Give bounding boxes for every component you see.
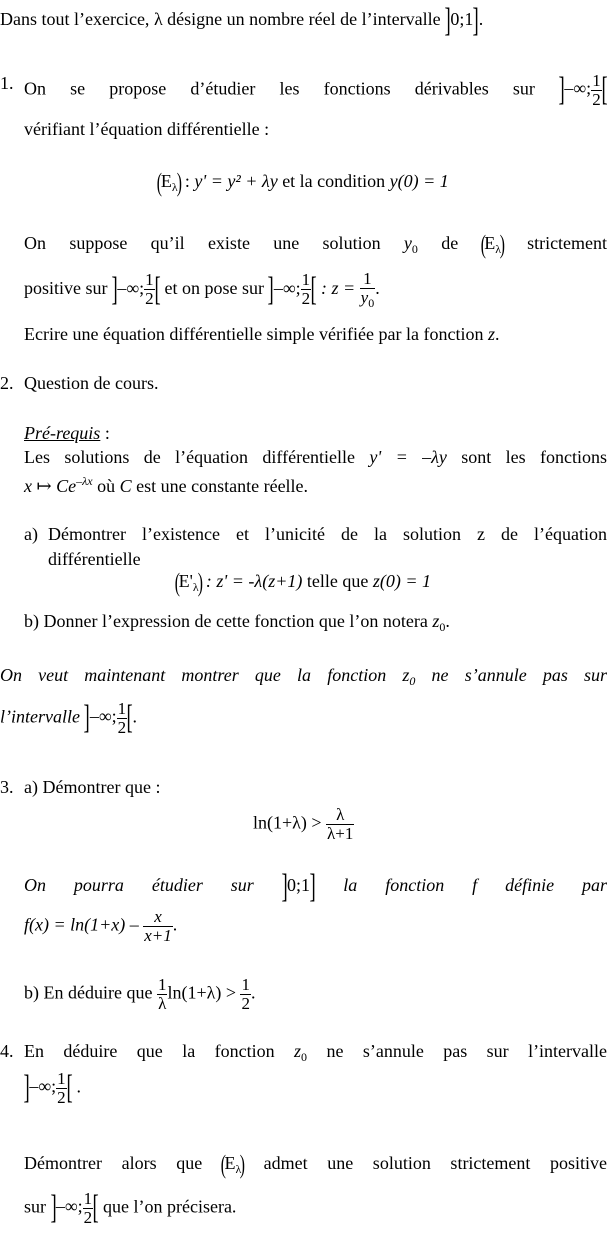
interval-0-1: 0;1 bbox=[450, 9, 474, 30]
q4-line4: sur ]–∞; $\frac{1}{2}$ [ que l’on précisera. bbox=[24, 1189, 237, 1227]
q3b-line: b) En déduire que $\frac{1}{\lambda}$ ln(1+λ) > $\frac{1}{2}$ . bbox=[24, 975, 256, 1013]
q1-interval: ]–∞; $\frac{1}{2}$ [ bbox=[558, 71, 607, 109]
exercise-page: Dans tout l’exercice, λ désigne un nombre réel de l’intervalle ]0;1]. 1. On se propose d’étudier les fonctions dérivables sur ]–∞; $\frac{1}{2}$ [ vérifiant l’équation différentielle : $(E_\lambda)$ : y' = y² + λy et la condition y(0) = 1 On suppose qu’il existe une solution $y_0$ de $(E_\lambda)$ strictement positive sur ]–∞; $\frac{1}{2}$ [ et on pose sur ]–∞; $\frac{1}{2}$ [ : z = $\frac{1}{y_0}$ . Ecrire une équation différentielle simple vérifiée par la fonction z. 2. Question de cours. Pré-requis : Les solutions de l’équation différentielle y' = –λy sont les fonctions x ↦ $Ce^{-\lambda x}$ où C est une constante réelle. a) Démontrer l’existence et l’unicité de la solution z de l’équation différentielle $(E'_\lambda)$ : z' = -λ(z+1) telle que z(0) = 1 b) Donner l’expression de cette fonction que l’on notera $z_0$. On veut maintenant montrer que la fonction $z_0$ ne s’annule pas sur l’intervalle ]–∞; $\frac{1}{2}$ [. 3. a) Démontrer que : ln(1+λ) > $\frac{\lambda}{\lambda+1}$ On pourra étudier sur ]0;1] la fonction f définie par f(x) = ln(1+x) – $\frac{x}{x+1}$ . b) En déduire que $\frac{1}{\lambda}$ ln(1+λ) > $\frac{1}{2}$ . 4. En déduire que la fonction $z_0$ ne s’annule pas sur l’intervalle ]–∞; $\frac{1}{2}$ [ . Démontrer alors que $(E_\lambda)$ admet une solution strictement positive sur ]–∞; $\frac{1}{2}$ [ que l’on précisera. bbox=[0, 2, 607, 1227]
intro-text-a: Dans tout l’exercice, bbox=[0, 9, 150, 30]
q2a-line1: a) Démontrer l’existence et l’unicité de la solution z de l’équation bbox=[24, 524, 607, 544]
q3-hint-line1: On pourra étudier sur ]0;1] la fonction f définie par bbox=[24, 868, 607, 905]
q4-line3: Démontrer alors que $(E_\lambda)$ admet une solution strictement positive bbox=[24, 1150, 607, 1179]
q1-line2: vérifiant l’équation différentielle : bbox=[24, 119, 270, 139]
bracket-close: ] bbox=[472, 2, 480, 39]
note-line2: l’intervalle ]–∞; $\frac{1}{2}$ [. bbox=[0, 699, 137, 737]
bracket-open: ] bbox=[444, 2, 451, 39]
q1-line5: Ecrire une équation différentielle simple vérifiée par la fonction z. bbox=[24, 324, 500, 344]
q3-hint-line2: f(x) = ln(1+x) – $\frac{x}{x+1}$ . bbox=[24, 907, 178, 945]
eq-e-lambda: y' = y² + λy bbox=[194, 171, 278, 192]
q2b-line: b) Donner l’expression de cette fonction que l’on notera $z_0$. bbox=[24, 611, 450, 634]
note-line1: On veut maintenant montrer que la fonction $z_0$ ne s’annule pas sur bbox=[0, 665, 607, 688]
q1-number: 1. bbox=[0, 73, 14, 93]
q1-line4: positive sur ]–∞; $\frac{1}{2}$ [ et on pose sur ]–∞; $\frac{1}{2}$ [ : z = $\frac{1}{y_0}$ . bbox=[24, 269, 380, 310]
q2-prereq-line1: Les solutions de l’équation différentielle y' = –λy sont les fonctions bbox=[24, 447, 607, 467]
lambda-symbol: λ bbox=[153, 9, 163, 30]
q3-inequality: ln(1+λ) > $\frac{\lambda}{\lambda+1}$ bbox=[253, 805, 354, 843]
q2-prereq-line2: x ↦ $Ce^{-\lambda x}$ où C est une constante réelle. bbox=[24, 474, 309, 496]
intro-text-b: désigne un nombre réel de l’intervalle bbox=[167, 9, 441, 30]
q2a-line2: différentielle bbox=[48, 549, 141, 569]
q1-equation: $(E_\lambda)$ : y' = y² + λy et la condition y(0) = 1 bbox=[156, 168, 449, 197]
eq-initial-condition: y(0) = 1 bbox=[389, 171, 449, 192]
q2-prereq: Pré-requis : bbox=[24, 423, 110, 443]
q2a-equation: $(E'_\lambda)$ : z' = -λ(z+1) telle que z(0) = 1 bbox=[174, 568, 431, 597]
q1-text-1: On se propose d’étudier les fonctions dérivables sur bbox=[24, 78, 535, 99]
q4-line2: ]–∞; $\frac{1}{2}$ [ . bbox=[23, 1069, 81, 1107]
intro-line: Dans tout l’exercice, λ désigne un nombre réel de l’intervalle ]0;1]. bbox=[0, 2, 484, 39]
q1-line3: On suppose qu’il existe une solution $y_0$ de $(E_\lambda)$ strictement bbox=[24, 230, 607, 259]
